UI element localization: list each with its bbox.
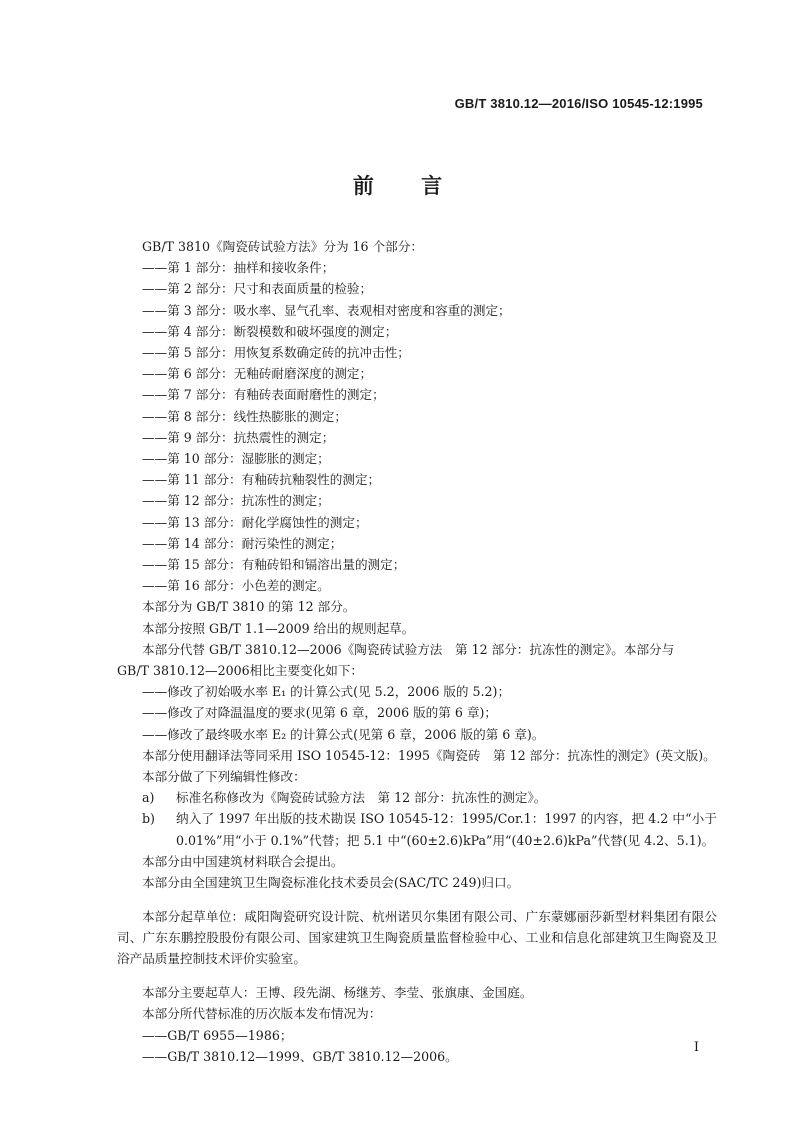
- list-item: ——第 14 部分：耐污染性的测定；: [142, 535, 343, 551]
- part-of-paragraph: 本部分为 GB/T 3810 的第 12 部分。: [142, 599, 356, 615]
- edit-item-text: 标准名称修改为《陶瓷砖试验方法 第 12 部分：抗冻性的测定》。: [176, 790, 547, 806]
- list-item: ——第 7 部分：有釉砖表面耐磨性的测定；: [142, 387, 385, 403]
- history-list: [117, 1025, 717, 1067]
- history-paragraph: 本部分所代替标准的历次版本发布情况为：: [142, 1006, 382, 1022]
- list-item: ——第 4 部分：断裂模数和破坏强度的测定；: [142, 323, 398, 339]
- list-item: ——第 16 部分：小色差的测定。: [142, 578, 330, 594]
- list-item: ——第 9 部分：抗热震性的测定；: [142, 429, 335, 445]
- changes-list: [117, 681, 717, 745]
- editorial-paragraph: 本部分做了下列编辑性修改：: [142, 769, 306, 785]
- list-item: ——修改了最终吸水率 E₂ 的计算公式(见第 6 章，2006 版的第 6 章)。: [142, 726, 545, 742]
- edit-item-label: a): [142, 790, 155, 806]
- parts-list: [117, 257, 717, 596]
- translation-paragraph: 本部分使用翻译法等同采用 ISO 10545-12：1995《陶瓷砖 第 12 部分：抗冻性的测定》(英文版)。: [142, 747, 716, 763]
- list-item: ——第 5 部分：用恢复系数确定砖的抗冲击性；: [142, 345, 410, 361]
- proposed-paragraph: 本部分由中国建筑材料联合会提出。: [142, 853, 344, 869]
- edit-item-a: [117, 787, 717, 808]
- page-title: 前 言: [352, 174, 463, 198]
- list-item: ——第 12 部分：抗冻性的测定；: [142, 493, 330, 509]
- rules-paragraph: 本部分按照 GB/T 1.1—2009 给出的规则起草。: [142, 620, 415, 636]
- standard-code: GB/T 3810.12—2016/ISO 10545-12:1995: [454, 96, 703, 111]
- foreword-body: [117, 236, 717, 1067]
- list-item: ——第 11 部分：有釉砖抗釉裂性的测定；: [142, 472, 381, 488]
- intro-paragraph: GB/T 3810《陶瓷砖试验方法》分为 16 个部分：: [142, 239, 423, 254]
- list-item: ——GB/T 6955—1986；: [142, 1027, 293, 1043]
- list-item: ——第 1 部分：抽样和接收条件；: [142, 260, 335, 276]
- committee-paragraph: 本部分由全国建筑卫生陶瓷标准化技术委员会(SAC/TC 249)归口。: [142, 875, 520, 891]
- list-item: ——第 8 部分：线性热膨胀的测定；: [142, 408, 347, 424]
- list-item: ——修改了初始吸水率 E₁ 的计算公式(见 5.2，2006 版的 5.2)；: [142, 684, 511, 700]
- list-item: ——第 10 部分：湿膨胀的测定；: [142, 451, 330, 467]
- list-item: ——第 3 部分：吸水率、显气孔率、表观相对密度和容重的测定；: [142, 302, 511, 318]
- list-item: ——第 2 部分：尺寸和表面质量的检验；: [142, 281, 373, 297]
- edit-item-b: [117, 808, 717, 850]
- list-item: ——第 13 部分：耐化学腐蚀性的测定；: [142, 514, 368, 530]
- list-item: ——第 15 部分：有釉砖铅和镉溶出量的测定；: [142, 557, 406, 573]
- list-item: ——第 6 部分：无釉砖耐磨深度的测定；: [142, 366, 373, 382]
- drafters-paragraph: 本部分主要起草人：王博、段先湖、杨继芳、李莹、张旗康、金国庭。: [142, 985, 533, 1001]
- edit-item-label: b): [142, 811, 155, 827]
- replace-paragraph-line2: GB/T 3810.12—2006相比主要变化如下：: [117, 663, 364, 679]
- list-item: ——GB/T 3810.12—1999、GB/T 3810.12—2006。: [142, 1048, 458, 1064]
- drafting-units-paragraph: 本部分起草单位：咸阳陶瓷研究设计院、杭州诺贝尔集团有限公司、广东蒙娜丽莎新型材料集团有限公司、广东东鹏控股股份有限公司、国家建筑卫生陶瓷质量监督检验中心、工业和信息化部建筑卫生陶瓷及卫浴产品质量控制技术评价实验室。: [117, 908, 717, 967]
- replace-paragraph-line1: 本部分代替 GB/T 3810.12—2006《陶瓷砖试验方法 第 12 部分：抗冻性的测定》。本部分与: [142, 641, 675, 657]
- list-item: ——修改了对降温温度的要求(见第 6 章，2006 版的第 6 章)；: [142, 705, 497, 721]
- edit-item-text: 纳入了 1997 年出版的技术勘误 ISO 10545-12：1995/Cor.1：1997 的内容，把 4.2 中“小于 0.01%”用“小于 0.1%”代替；把 5.1 中“(60±2.6)kPa”用“(40±2.6)kPa”代替(见 4.2、5.1)。: [176, 811, 717, 848]
- page-number: I: [693, 1040, 699, 1055]
